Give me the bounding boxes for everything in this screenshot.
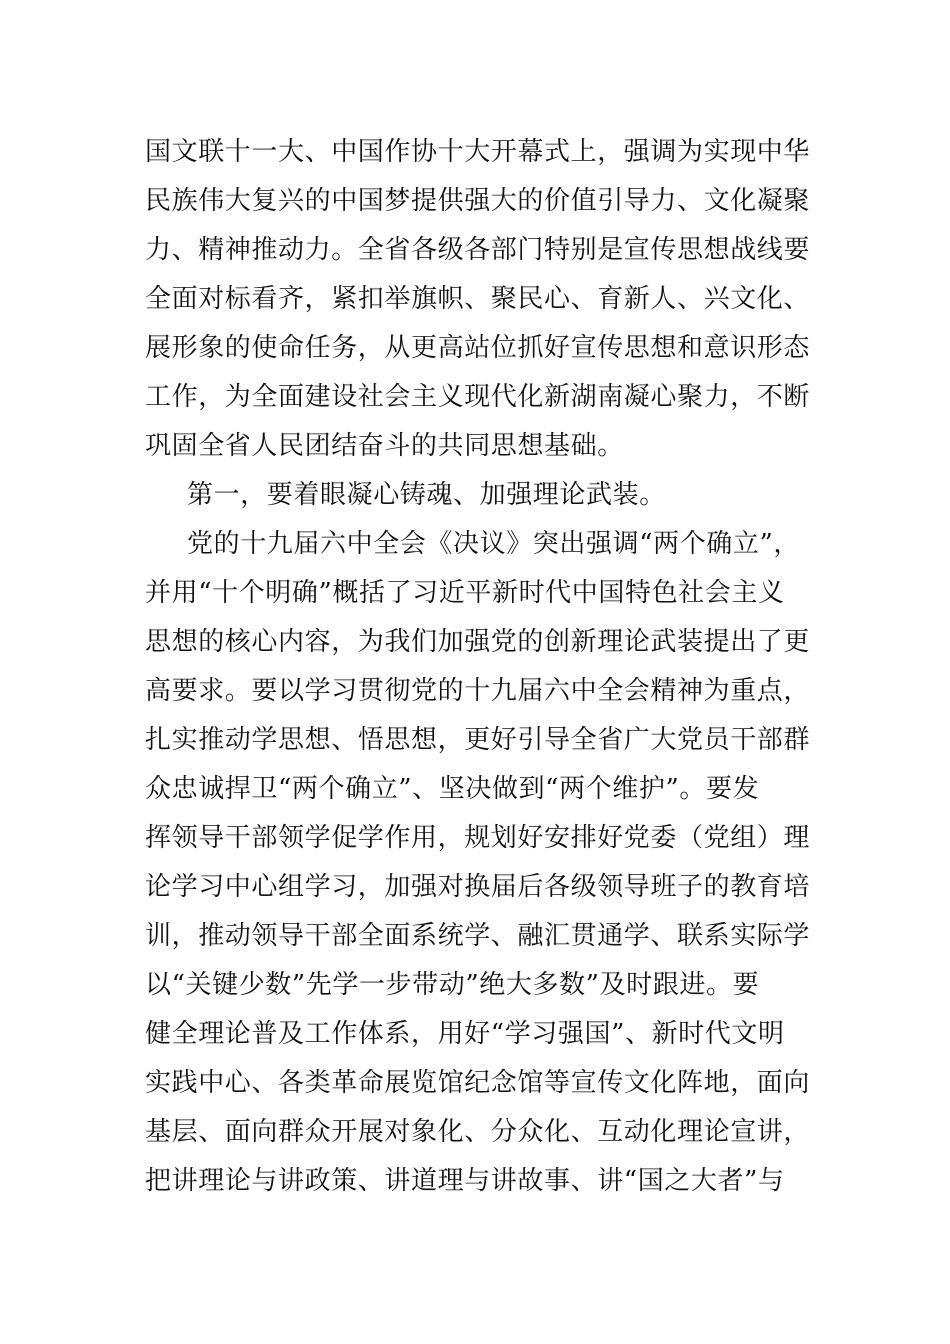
text-line: 国文联十一大、中国作协十大开幕式上，强调为实现中华: [145, 137, 811, 167]
text-line: 以“关键少数”先学一步带动”绝大多数”及时跟进。要: [145, 970, 760, 1000]
document-body: [145, 128, 815, 1206]
paragraph-theory: [145, 520, 815, 1206]
paragraph-intro: [145, 128, 815, 471]
text-line: 高要求。要以学习贯彻党的十九届六中全会精神为重点，: [145, 676, 811, 706]
text-line: 工作，为全面建设社会主义现代化新湖南凝心聚力，不断: [145, 382, 811, 412]
text-line: 民族伟大复兴的中国梦提供强大的价值引导力、文化凝聚: [145, 186, 811, 216]
text-line: 党的十九届六中全会《决议》突出强调“两个确立”，: [187, 529, 800, 559]
text-line: 众忠诚捍卫“两个确立”、坚决做到“两个维护”。要发: [145, 774, 760, 804]
text-line: 思想的核心内容，为我们加强党的创新理论武装提出了更: [145, 627, 811, 657]
section-heading: 第一，要着眼凝心铸魂、加强理论武装。: [187, 480, 666, 510]
text-line: 实践中心、各类革命展览馆纪念馆等宣传文化阵地，面向: [145, 1068, 811, 1098]
text-line: 论学习中心组学习，加强对换届后各级领导班子的教育培: [145, 872, 811, 902]
text-line: 挥领导干部领学促学作用，规划好安排好党委（党组）理: [145, 823, 811, 853]
text-line: 并用“十个明确”概括了习近平新时代中国特色社会主义: [145, 578, 785, 608]
text-line: 扎实推动学思想、悟思想，更好引导全省广大党员干部群: [145, 725, 811, 755]
text-line: 基层、面向群众开展对象化、分众化、互动化理论宣讲，: [145, 1117, 811, 1147]
text-line: 把讲理论与讲政策、讲道理与讲故事、讲“国之大者”与: [145, 1166, 785, 1196]
text-line: 巩固全省人民团结奋斗的共同思想基础。: [145, 431, 624, 461]
text-line: 展形象的使命任务，从更高站位抓好宣传思想和意识形态: [145, 333, 811, 363]
text-line: 力、精神推动力。全省各级各部门特别是宣传思想战线要: [145, 235, 811, 265]
text-line: 训，推动领导干部全面系统学、融汇贯通学、联系实际学: [145, 921, 811, 951]
text-line: 全面对标看齐，紧扣举旗帜、聚民心、育新人、兴文化、: [145, 284, 811, 314]
text-line: 健全理论普及工作体系，用好“学习强国”、新时代文明: [145, 1019, 785, 1049]
